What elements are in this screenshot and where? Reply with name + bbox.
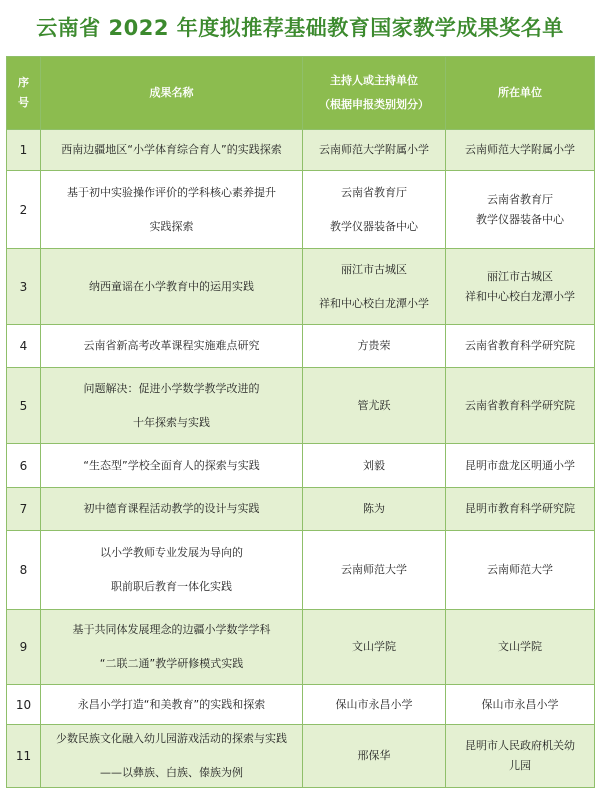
host-name-cell <box>303 325 446 368</box>
host-name-line: 丽江市古城区 <box>341 262 407 276</box>
table-row <box>7 444 595 488</box>
host-name-cell <box>303 725 446 788</box>
unit-name-cell <box>446 325 595 368</box>
unit-name-cell <box>446 171 595 249</box>
row-number: 3 <box>7 249 41 325</box>
achievement-name-cell <box>41 725 303 788</box>
achievement-name-cell <box>41 171 303 249</box>
achievement-name-cell <box>41 249 303 325</box>
table-row <box>7 610 595 685</box>
unit-name-cell <box>446 368 595 444</box>
host-name-cell <box>303 130 446 171</box>
host-name-cell <box>303 368 446 444</box>
header-no-line: 序 <box>18 76 29 89</box>
results-table <box>6 56 595 788</box>
header-host-line: （根据申报类别划分） <box>319 98 429 111</box>
row-number: 10 <box>7 685 41 725</box>
unit-name-cell <box>446 249 595 325</box>
unit-name-cell <box>446 488 595 531</box>
achievement-name-line: 纳西童谣在小学教育中的运用实践 <box>89 279 254 293</box>
host-name-cell <box>303 444 446 488</box>
table-row <box>7 171 595 249</box>
row-number: 5 <box>7 368 41 444</box>
header-name: 成果名称 <box>41 57 303 130</box>
header-unit: 所在单位 <box>446 57 595 130</box>
achievement-name-line: 少数民族文化融入幼儿园游戏活动的探索与实践 <box>56 732 287 745</box>
host-name-line: 祥和中心校白龙潭小学 <box>319 296 429 310</box>
achievement-name-line: 实践探索 <box>149 219 194 233</box>
host-name-line: 管尤跃 <box>357 398 391 412</box>
achievement-name-cell <box>41 368 303 444</box>
table-row <box>7 725 595 788</box>
host-name-line: 陈为 <box>363 502 385 515</box>
row-number: 7 <box>7 488 41 531</box>
unit-name-line: 昆明市盘龙区明通小学 <box>465 458 575 472</box>
host-name-cell <box>303 249 446 325</box>
host-name-line: 文山学院 <box>352 640 396 653</box>
achievement-name-line: 问题解决：促进小学数学教学改进的 <box>83 381 260 395</box>
unit-name-line: 云南省教育科学研究院 <box>465 398 575 412</box>
unit-name-cell <box>446 531 595 610</box>
table-header-row <box>7 57 595 130</box>
table-row <box>7 685 595 725</box>
page-title: 云南省 2022 年度拟推荐基础教育国家教学成果奖名单 <box>36 16 564 40</box>
host-name-cell <box>303 685 446 725</box>
unit-name-line: 儿园 <box>509 759 531 772</box>
host-name-cell <box>303 531 446 610</box>
unit-name-cell <box>446 130 595 171</box>
host-name-line: 云南师范大学附属小学 <box>319 143 429 156</box>
row-number: 1 <box>7 130 41 171</box>
unit-name-line: 云南省教育科学研究院 <box>465 339 575 352</box>
host-name-line: 保山市永昌小学 <box>335 697 413 711</box>
unit-name-line: 云南师范大学附属小学 <box>465 143 575 156</box>
unit-name-cell <box>446 610 595 685</box>
header-no-line: 号 <box>18 96 29 109</box>
row-number: 11 <box>7 725 41 788</box>
unit-name-line: 云南省教育厅 <box>487 192 553 206</box>
unit-name-cell <box>446 444 595 488</box>
unit-name-line: 祥和中心校白龙潭小学 <box>465 289 575 303</box>
host-name-line: 云南省教育厅 <box>341 185 407 199</box>
table-body <box>7 130 595 788</box>
host-name-cell <box>303 610 446 685</box>
achievement-name-line: 职前职后教育一体化实践 <box>111 580 232 593</box>
achievement-name-line: 初中德育课程活动教学的设计与实践 <box>83 502 260 515</box>
table-row <box>7 325 595 368</box>
unit-name-line: 保山市永昌小学 <box>481 697 559 711</box>
table-row <box>7 249 595 325</box>
host-name-line: 刘毅 <box>363 458 385 472</box>
row-number: 2 <box>7 171 41 249</box>
row-number: 8 <box>7 531 41 610</box>
achievement-name-line: 基于共同体发展理念的边疆小学数学学科 <box>72 623 271 636</box>
achievement-name-line: 十年探索与实践 <box>133 415 210 429</box>
achievement-name-cell <box>41 488 303 531</box>
header-host <box>303 57 446 130</box>
unit-name-line: 昆明市教育科学研究院 <box>465 502 575 515</box>
unit-name-line: 文山学院 <box>498 640 542 653</box>
table-row <box>7 368 595 444</box>
unit-name-line: 丽江市古城区 <box>487 269 553 283</box>
host-name-line: 邢保华 <box>357 749 391 762</box>
achievement-name-cell <box>41 325 303 368</box>
unit-name-line: 昆明市人民政府机关幼 <box>465 739 575 752</box>
unit-name-line: 云南师范大学 <box>487 563 553 576</box>
row-number: 6 <box>7 444 41 488</box>
achievement-name-cell <box>41 130 303 171</box>
achievement-name-line: “二联二通”教学研修模式实践 <box>99 657 244 670</box>
header-host-line: 主持人或主持单位 <box>330 74 418 87</box>
table-row <box>7 488 595 531</box>
host-name-cell <box>303 488 446 531</box>
host-name-line: 云南师范大学 <box>341 563 407 576</box>
unit-name-line: 教学仪器装备中心 <box>476 212 564 226</box>
unit-name-cell <box>446 725 595 788</box>
achievement-name-cell <box>41 610 303 685</box>
achievement-name-line: 基于初中实验操作评价的学科核心素养提升 <box>67 185 276 199</box>
achievement-name-line: 永昌小学打造“和美教育”的实践和探索 <box>77 697 266 711</box>
header-no <box>7 57 41 130</box>
host-name-line: 教学仪器装备中心 <box>330 219 418 233</box>
achievement-name-cell <box>41 444 303 488</box>
achievement-name-line: ——以彝族、白族、傣族为例 <box>100 766 243 779</box>
unit-name-cell <box>446 685 595 725</box>
row-number: 4 <box>7 325 41 368</box>
host-name-line: 方贵荣 <box>357 339 391 352</box>
achievement-name-cell <box>41 685 303 725</box>
achievement-name-cell <box>41 531 303 610</box>
host-name-cell <box>303 171 446 249</box>
achievement-name-line: 云南省新高考改革课程实施难点研究 <box>83 339 260 352</box>
row-number: 9 <box>7 610 41 685</box>
table-row <box>7 531 595 610</box>
achievement-name-line: “生态型”学校全面育人的探索与实践 <box>83 458 260 472</box>
achievement-name-line: 西南边疆地区“小学体育综合育人”的实践探索 <box>61 143 282 156</box>
achievement-name-line: 以小学教师专业发展为导向的 <box>100 546 243 559</box>
table-row <box>7 130 595 171</box>
